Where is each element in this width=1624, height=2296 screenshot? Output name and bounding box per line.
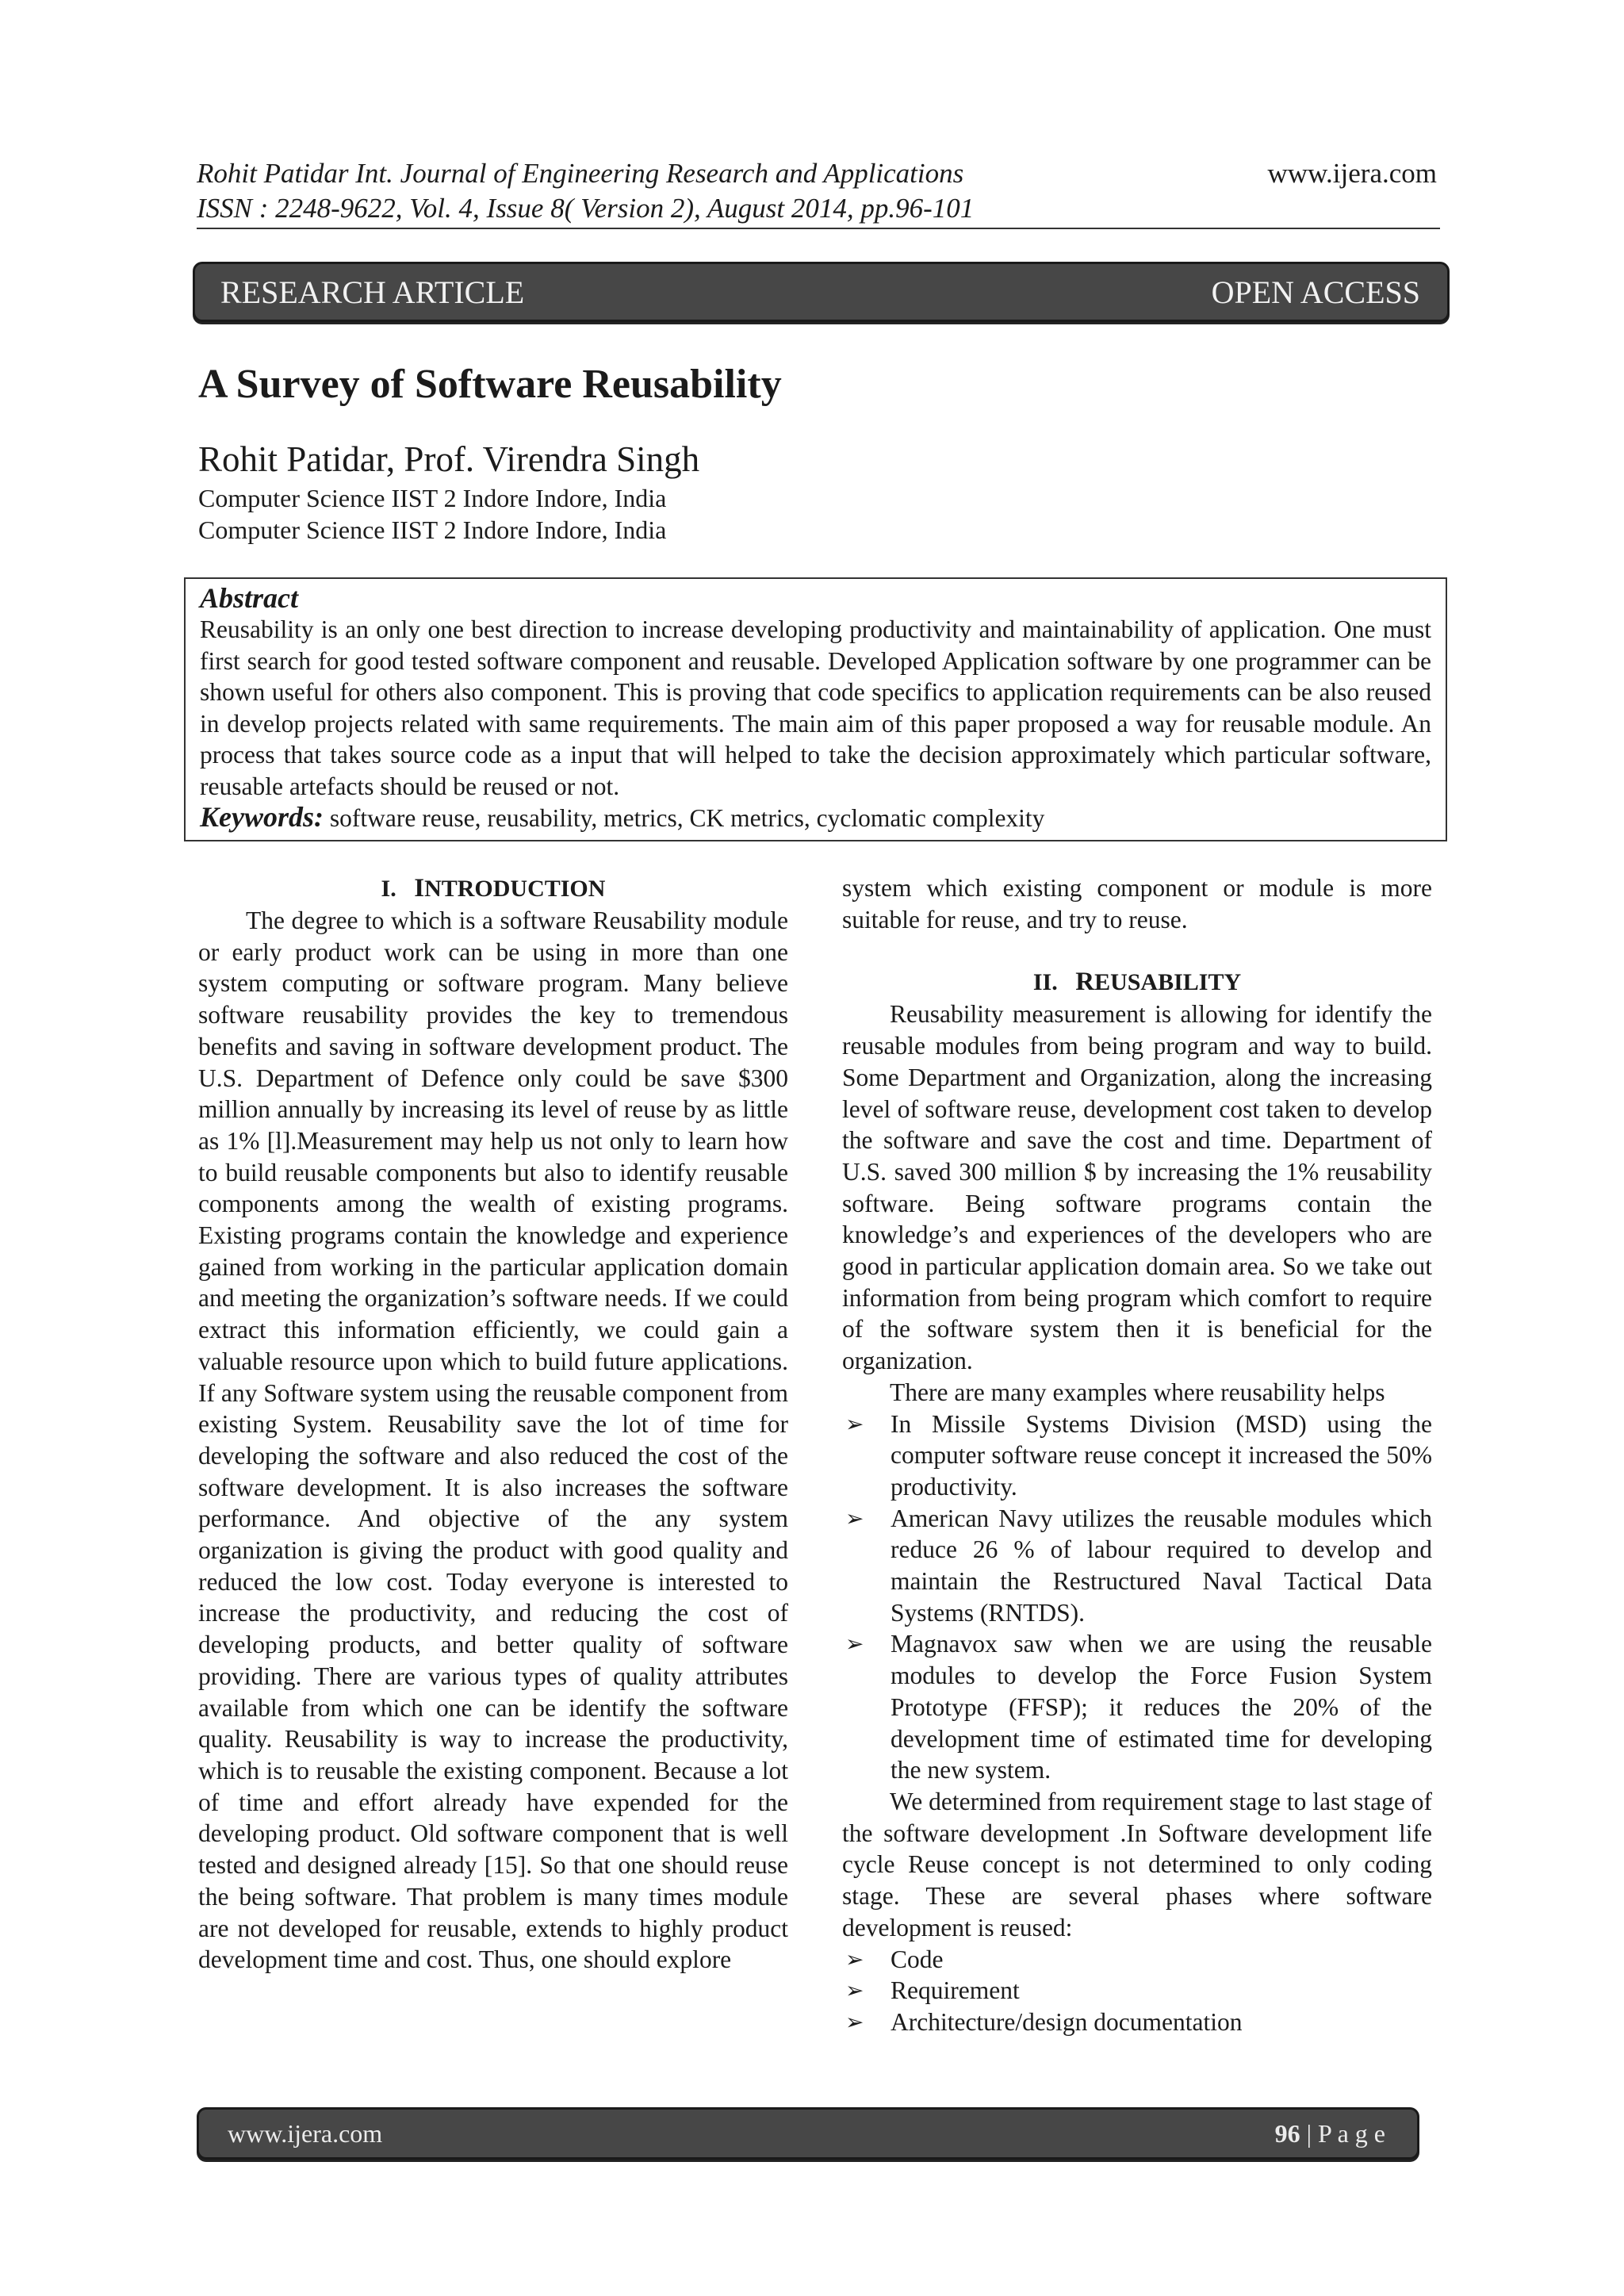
issn-line: ISSN : 2248-9622, Vol. 4, Issue 8( Version 2), August 2014, pp.96-101 bbox=[197, 193, 975, 224]
heading-rest: NTRODUCTION bbox=[424, 876, 606, 902]
heading-initial: R bbox=[1075, 968, 1095, 997]
paper-title: A Survey of Software Reusability bbox=[198, 362, 782, 407]
heading-initial: I bbox=[414, 874, 425, 903]
page-indicator bbox=[1275, 2119, 1385, 2148]
abstract-heading: Abstract bbox=[200, 582, 299, 614]
abstract-body: Reusability is an only one best direction to increase developing productivity and maintainability of application. One must first search for good tested software component and reusable. Developed Application software by one programmer can be shown useful for others also component. This is proving that code specifics to application requirements can be also reused in develop projects related with same requirements. The main aim of this paper proposed a way for reusable module. An process that takes source code as a input that will helped to take the decision approximately which particular software, reusable artefacts should be reused or not. bbox=[200, 615, 1431, 800]
affiliation-1: Computer Science IIST 2 Indore Indore, India bbox=[198, 484, 667, 512]
section-number: II. bbox=[1032, 969, 1058, 996]
list-item: ➢ In Missile Systems Division (MSD) using the computer software reuse concept it increased the 50% productivity. bbox=[842, 1409, 1432, 1503]
author-list: Rohit Patidar, Prof. Virendra Singh bbox=[198, 439, 700, 479]
open-access-label: OPEN ACCESS bbox=[1211, 274, 1420, 310]
examples-list bbox=[842, 1409, 1432, 1786]
page-number: 96 bbox=[1274, 2118, 1300, 2148]
page-footer bbox=[197, 2107, 1419, 2160]
introduction-continuation: system which existing component or module is more suitable for reuse, and try to reuse. bbox=[842, 874, 1432, 933]
research-article-label: RESEARCH ARTICLE bbox=[220, 274, 525, 310]
journal-line: Rohit Patidar Int. Journal of Engineering Research and Applications bbox=[197, 158, 964, 189]
list-item: ➢ American Navy utilizes the reusable modules which reduce 26 % of labour required to develop and maintain the Restructured Naval Tactical Data Systems (RNTDS). bbox=[842, 1503, 1432, 1629]
spacer bbox=[842, 935, 1432, 966]
section-heading-reusability bbox=[842, 966, 1432, 999]
section-number: I. bbox=[381, 876, 396, 902]
right-column bbox=[842, 872, 1432, 2038]
affiliation-2: Computer Science IIST 2 Indore Indore, India bbox=[198, 516, 667, 544]
header-website-link[interactable]: www.ijera.com bbox=[1267, 158, 1437, 189]
list-item: ➢ Requirement bbox=[842, 1975, 1432, 2007]
keywords-text: software reuse, reusability, metrics, CK metrics, cyclomatic complexity bbox=[324, 804, 1045, 832]
phases-list bbox=[842, 1944, 1432, 2038]
reusability-paragraph-2: There are many examples where reusability helps bbox=[890, 1378, 1385, 1406]
header-rule bbox=[197, 228, 1440, 229]
abstract-box bbox=[184, 577, 1447, 841]
keywords-line bbox=[200, 802, 1431, 834]
keywords-label: Keywords: bbox=[200, 801, 324, 833]
footer-website-link[interactable]: www.ijera.com bbox=[228, 2118, 383, 2148]
list-item: ➢ Code bbox=[842, 1944, 1432, 1976]
article-type-banner bbox=[193, 262, 1450, 322]
page-label: | P a g e bbox=[1300, 2118, 1385, 2148]
reusability-paragraph-3: We determined from requirement stage to last stage of the software development .In Software development life cycle Reuse concept is not determined to only coding stage. These are several phases where software development is reused: bbox=[842, 1787, 1432, 1941]
heading-rest: EUSABILITY bbox=[1094, 969, 1242, 996]
list-item: ➢ Architecture/design documentation bbox=[842, 2007, 1432, 2038]
introduction-paragraph: The degree to which is a software Reusability module or early product work can be using in more than one system computing or software program. Many believe software reusability provides the key to tremendous benefits and saving in software development product. The U.S. Department of Defence only could be save $300 million annually by increasing its level of reuse by as little as 1% [l].Measurement may help us not only to learn how to build reusable components but also to identify reusable components among the wealth of existing programs. Existing programs contain the knowledge and experience gained from working in the particular application domain and meeting the organization’s software needs. If we could extract this information efficiently, we could gain a valuable resource upon which to build future applications. If any Software system using the reusable component from existing System. Reusability save the lot of time for developing the software and also reduced the cost of the software development. It is also increases the software performance. And objective of the any system organization is giving the product with good quality and reduced the low cost. Today everyone is interested to increase the productivity, and reducing the cost of developing products, and better quality of software providing. There are various types of quality attributes available from which one can be identify the software quality. Reusability is way to increase the productivity, which is to reusable the existing component. Because a lot of time and effort already have expended for the developing product. Old software component that is well tested and designed already [15]. So that one should reuse the being software. That problem is many times module are not developed for reusable, extends to highly product development time and cost. Thus, one should explore bbox=[198, 907, 788, 1974]
reusability-paragraph-1: Reusability measurement is allowing for identify the reusable modules from being program and way to build. Some Department and Organization, along the increasing level of software reuse, development cost taken to develop the software and save the cost and time. Department of U.S. saved 300 million $ by increasing the 1% reusability software. Being software programs contain the knowledge’s and experiences of the developers who are good in particular application domain area. So we take out information from being program which comfort to require of the software system then it is beneficial for the organization. bbox=[842, 1000, 1432, 1375]
left-column bbox=[198, 872, 788, 1976]
list-item: ➢ Magnavox saw when we are using the reusable modules to develop the Force Fusion System Prototype (FFSP); it reduces the 20% of the development time of estimated time for developing the new system. bbox=[842, 1628, 1432, 1786]
section-heading-introduction bbox=[198, 872, 788, 905]
